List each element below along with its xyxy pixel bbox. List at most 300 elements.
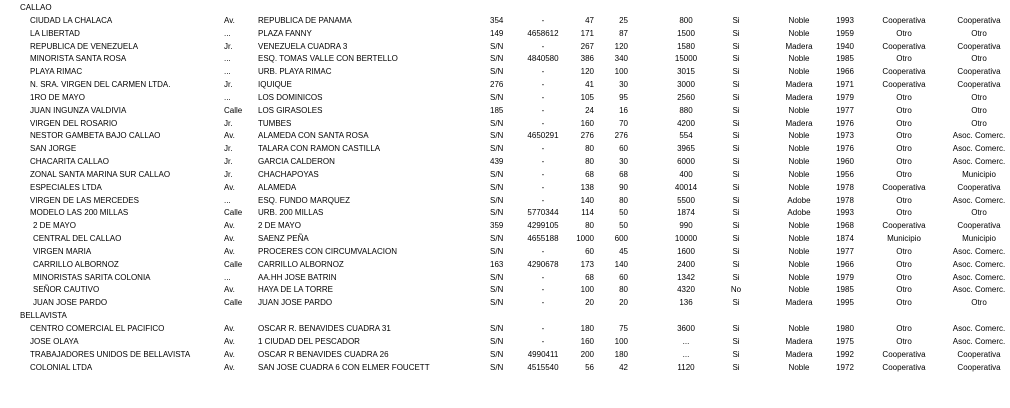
value-3-cell: 4320 (677, 285, 695, 294)
yes-no-cell: Si (732, 208, 740, 217)
address-cell: HAYA DE LA TORRE (258, 285, 333, 294)
yes-no-cell: Si (732, 16, 740, 25)
address-cell: VENEZUELA CUADRA 3 (258, 42, 348, 51)
year-cell: 1978 (836, 183, 854, 192)
material-cell: Noble (788, 157, 810, 166)
organization-1-cell: Municipio (887, 234, 921, 243)
phone-cell: 4299105 (527, 221, 559, 230)
table-row (0, 41, 1010, 53)
phone-cell: - (541, 247, 545, 256)
yes-no-cell: No (730, 285, 742, 294)
section-heading: CALLAO (20, 3, 52, 12)
material-cell: Noble (788, 285, 810, 294)
material-cell: Noble (788, 183, 810, 192)
market-name-cell: VIRGEN MARIA (33, 247, 92, 256)
market-name-cell: MINORISTA SANTA ROSA (30, 54, 127, 63)
phone-cell: - (541, 67, 545, 76)
phone-cell: 4658612 (527, 29, 559, 38)
address-cell: TALARA CON RAMON CASTILLA (258, 144, 381, 153)
value-3-cell: 990 (679, 221, 693, 230)
table-row (0, 79, 1010, 91)
organization-1-cell: Otro (896, 337, 912, 346)
value-2-cell: 60 (619, 144, 628, 153)
value-1-cell: 200 (580, 350, 594, 359)
phone-cell: - (541, 324, 545, 333)
material-cell: Noble (788, 16, 810, 25)
material-cell: Noble (788, 144, 810, 153)
market-name-cell: NESTOR GAMBETA BAJO CALLAO (30, 131, 161, 140)
organization-2-cell: Otro (971, 106, 987, 115)
table-row (0, 130, 1010, 142)
yes-no-cell: Si (732, 350, 740, 359)
year-cell: 1993 (836, 208, 854, 217)
yes-no-cell: Si (732, 221, 740, 230)
street-number-cell: S/N (490, 144, 504, 153)
address-cell: IQUIQUE (258, 80, 292, 89)
phone-cell: 4840580 (527, 54, 559, 63)
address-cell: JUAN JOSE PARDO (258, 298, 333, 307)
phone-cell: - (541, 183, 545, 192)
value-3-cell: ... (682, 350, 690, 359)
market-name-cell: 2 DE MAYO (33, 221, 76, 230)
street-type-cell: Av. (224, 285, 235, 294)
value-2-cell: 87 (619, 29, 628, 38)
material-cell: Noble (788, 170, 810, 179)
organization-2-cell: Cooperativa (957, 67, 1001, 76)
value-3-cell: 1120 (677, 363, 695, 372)
value-3-cell: 6000 (677, 157, 695, 166)
value-3-cell: 880 (679, 106, 693, 115)
table-row (0, 233, 1010, 245)
value-2-cell: 68 (619, 170, 628, 179)
value-2-cell: 120 (614, 42, 628, 51)
street-type-cell: Jr. (224, 157, 233, 166)
street-number-cell: S/N (490, 67, 504, 76)
street-type-cell: Calle (224, 298, 243, 307)
material-cell: Madera (785, 298, 813, 307)
material-cell: Madera (785, 42, 813, 51)
phone-cell: 4290678 (527, 260, 559, 269)
street-number-cell: S/N (490, 234, 504, 243)
value-2-cell: 20 (619, 298, 628, 307)
material-cell: Noble (788, 324, 810, 333)
street-number-cell: 359 (490, 221, 504, 230)
organization-2-cell: Cooperativa (957, 42, 1001, 51)
material-cell: Noble (788, 234, 810, 243)
table-row (0, 246, 1010, 258)
table-row (0, 169, 1010, 181)
material-cell: Noble (788, 131, 810, 140)
year-cell: 1960 (836, 157, 854, 166)
street-type-cell: Jr. (224, 144, 233, 153)
value-2-cell: 42 (619, 363, 628, 372)
street-type-cell: Av. (224, 234, 235, 243)
street-type-cell: Jr. (224, 80, 233, 89)
year-cell: 1977 (836, 106, 854, 115)
value-2-cell: 45 (619, 247, 628, 256)
yes-no-cell: Si (732, 260, 740, 269)
street-number-cell: S/N (490, 298, 504, 307)
phone-cell: - (541, 80, 545, 89)
value-2-cell: 180 (614, 350, 628, 359)
address-cell: 2 DE MAYO (258, 221, 301, 230)
organization-1-cell: Otro (896, 260, 912, 269)
material-cell: Noble (788, 221, 810, 230)
market-name-cell: JOSE OLAYA (30, 337, 79, 346)
street-number-cell: 276 (490, 80, 504, 89)
address-cell: AA.HH JOSE BATRIN (258, 273, 337, 282)
year-cell: 1979 (836, 273, 854, 282)
phone-cell: - (541, 298, 545, 307)
street-number-cell: S/N (490, 208, 504, 217)
phone-cell: 4990411 (527, 350, 559, 359)
year-cell: 1995 (836, 298, 854, 307)
material-cell: Adobe (787, 208, 811, 217)
year-cell: 1966 (836, 67, 854, 76)
value-1-cell: 80 (585, 144, 594, 153)
phone-cell: - (541, 170, 545, 179)
organization-2-cell: Asoc. Comerc. (952, 157, 1006, 166)
address-cell: 1 CIUDAD DEL PESCADOR (258, 337, 360, 346)
material-cell: Noble (788, 273, 810, 282)
value-1-cell: 47 (585, 16, 594, 25)
value-1-cell: 171 (580, 29, 594, 38)
year-cell: 1978 (836, 196, 854, 205)
street-type-cell: Av. (224, 247, 235, 256)
street-type-cell: Jr. (224, 42, 233, 51)
value-1-cell: 120 (580, 67, 594, 76)
market-name-cell: CARRILLO ALBORNOZ (33, 260, 119, 269)
yes-no-cell: Si (732, 324, 740, 333)
value-3-cell: 10000 (674, 234, 698, 243)
yes-no-cell: Si (732, 67, 740, 76)
table-row (0, 272, 1010, 284)
organization-2-cell: Otro (971, 208, 987, 217)
address-cell: PLAZA FANNY (258, 29, 312, 38)
value-1-cell: 138 (580, 183, 594, 192)
address-cell: CARRILLO ALBORNOZ (258, 260, 344, 269)
address-cell: SAN JOSE CUADRA 6 CON ELMER FOUCETT (258, 363, 430, 372)
organization-2-cell: Cooperativa (957, 350, 1001, 359)
year-cell: 1972 (836, 363, 854, 372)
street-number-cell: S/N (490, 131, 504, 140)
street-type-cell: ... (224, 54, 231, 63)
organization-1-cell: Otro (896, 208, 912, 217)
value-3-cell: 800 (679, 16, 693, 25)
street-type-cell: Av. (224, 16, 235, 25)
market-name-cell: CENTRAL DEL CALLAO (33, 234, 122, 243)
market-name-cell: PLAYA RIMAC (30, 67, 83, 76)
value-2-cell: 95 (619, 93, 628, 102)
organization-1-cell: Cooperativa (882, 67, 926, 76)
year-cell: 1977 (836, 247, 854, 256)
address-cell: ALAMEDA CON SANTA ROSA (258, 131, 369, 140)
value-3-cell: 554 (679, 131, 693, 140)
phone-cell: - (541, 93, 545, 102)
yes-no-cell: Si (732, 234, 740, 243)
phone-cell: - (541, 285, 545, 294)
value-1-cell: 68 (585, 170, 594, 179)
table-row (0, 297, 1010, 309)
material-cell: Noble (788, 260, 810, 269)
organization-2-cell: Cooperativa (957, 183, 1001, 192)
organization-1-cell: Otro (896, 157, 912, 166)
street-number-cell: S/N (490, 93, 504, 102)
organization-2-cell: Asoc. Comerc. (952, 260, 1006, 269)
table-row (0, 220, 1010, 232)
organization-1-cell: Cooperativa (882, 183, 926, 192)
year-cell: 1980 (836, 324, 854, 333)
street-number-cell: 185 (490, 106, 504, 115)
material-cell: Adobe (787, 196, 811, 205)
value-3-cell: 136 (679, 298, 693, 307)
table-row (0, 28, 1010, 40)
address-cell: OSCAR R BENAVIDES CUADRA 26 (258, 350, 389, 359)
value-3-cell: 400 (679, 170, 693, 179)
value-3-cell: 3000 (677, 80, 695, 89)
yes-no-cell: Si (732, 337, 740, 346)
value-1-cell: 114 (581, 208, 594, 217)
organization-2-cell: Otro (971, 93, 987, 102)
value-2-cell: 25 (619, 16, 628, 25)
street-type-cell: Calle (224, 260, 243, 269)
market-name-cell: VIRGEN DE LAS MERCEDES (30, 196, 139, 205)
street-number-cell: S/N (490, 42, 504, 51)
address-cell: URB. PLAYA RIMAC (258, 67, 332, 76)
organization-2-cell: Asoc. Comerc. (952, 196, 1006, 205)
organization-1-cell: Otro (896, 298, 912, 307)
value-1-cell: 267 (580, 42, 594, 51)
table-row (0, 323, 1010, 335)
organization-2-cell: Otro (971, 29, 987, 38)
organization-2-cell: Cooperativa (957, 221, 1001, 230)
address-cell: GARCIA CALDERON (258, 157, 335, 166)
year-cell: 1992 (836, 350, 854, 359)
street-number-cell: S/N (490, 196, 504, 205)
street-number-cell: S/N (490, 119, 504, 128)
phone-cell: 4515540 (527, 363, 559, 372)
market-name-cell: CHACARITA CALLAO (30, 157, 109, 166)
address-cell: LOS DOMINICOS (258, 93, 323, 102)
street-type-cell: Av. (224, 337, 235, 346)
organization-2-cell: Otro (971, 298, 987, 307)
value-3-cell: 2560 (677, 93, 695, 102)
year-cell: 1976 (836, 144, 854, 153)
material-cell: Madera (785, 337, 813, 346)
value-2-cell: 30 (619, 157, 628, 166)
table-row (0, 336, 1010, 348)
address-cell: URB. 200 MILLAS (258, 208, 324, 217)
street-type-cell: Av. (224, 131, 235, 140)
value-1-cell: 80 (585, 157, 594, 166)
organization-1-cell: Cooperativa (882, 363, 926, 372)
street-number-cell: S/N (490, 247, 504, 256)
market-name-cell: VIRGEN DEL ROSARIO (30, 119, 118, 128)
organization-2-cell: Cooperativa (957, 80, 1001, 89)
yes-no-cell: Si (732, 106, 740, 115)
table-row (0, 182, 1010, 194)
material-cell: Madera (785, 350, 813, 359)
organization-1-cell: Otro (896, 54, 912, 63)
yes-no-cell: Si (732, 363, 740, 372)
street-type-cell: Av. (224, 350, 235, 359)
yes-no-cell: Si (732, 80, 740, 89)
organization-1-cell: Cooperativa (882, 350, 926, 359)
phone-cell: - (541, 16, 545, 25)
market-name-cell: JUAN INGUNZA VALDIVIA (30, 106, 127, 115)
street-type-cell: Calle (224, 208, 243, 217)
value-3-cell: 3600 (677, 324, 695, 333)
year-cell: 1975 (836, 337, 854, 346)
material-cell: Noble (788, 67, 810, 76)
organization-1-cell: Cooperativa (882, 80, 926, 89)
street-type-cell: Av. (224, 221, 235, 230)
market-name-cell: CIUDAD LA CHALACA (30, 16, 113, 25)
value-3-cell: 1500 (677, 29, 695, 38)
yes-no-cell: Si (732, 247, 740, 256)
value-3-cell: 5500 (677, 196, 695, 205)
material-cell: Noble (788, 363, 810, 372)
market-name-cell: JUAN JOSE PARDO (33, 298, 108, 307)
organization-1-cell: Otro (896, 144, 912, 153)
value-2-cell: 340 (614, 54, 628, 63)
value-1-cell: 20 (585, 298, 594, 307)
value-2-cell: 70 (619, 119, 628, 128)
value-1-cell: 100 (580, 285, 594, 294)
phone-cell: - (541, 337, 545, 346)
market-name-cell: TRABAJADORES UNIDOS DE BELLAVISTA (30, 350, 191, 359)
address-cell: TUMBES (258, 119, 292, 128)
street-type-cell: ... (224, 93, 231, 102)
yes-no-cell: Si (732, 157, 740, 166)
street-number-cell: S/N (490, 54, 504, 63)
street-type-cell: ... (224, 196, 231, 205)
organization-2-cell: Cooperativa (957, 363, 1001, 372)
address-cell: PROCERES CON CIRCUMVALACION (258, 247, 397, 256)
table-row (0, 66, 1010, 78)
value-3-cell: 1580 (677, 42, 695, 51)
organization-1-cell: Otro (896, 285, 912, 294)
value-3-cell: 15000 (674, 54, 698, 63)
organization-2-cell: Asoc. Comerc. (952, 273, 1006, 282)
year-cell: 1993 (836, 16, 854, 25)
year-cell: 1971 (836, 80, 854, 89)
table-row (0, 284, 1010, 296)
value-1-cell: 140 (580, 196, 594, 205)
organization-1-cell: Otro (896, 106, 912, 115)
value-2-cell: 80 (619, 196, 628, 205)
organization-2-cell: Otro (971, 119, 987, 128)
organization-1-cell: Cooperativa (882, 16, 926, 25)
address-cell: CHACHAPOYAS (258, 170, 319, 179)
phone-cell: 5770344 (527, 208, 559, 217)
street-number-cell: S/N (490, 183, 504, 192)
address-cell: SAENZ PEÑA (258, 234, 309, 243)
value-3-cell: ... (682, 337, 690, 346)
year-cell: 1976 (836, 119, 854, 128)
organization-2-cell: Municipio (962, 170, 996, 179)
phone-cell: - (541, 273, 545, 282)
year-cell: 1968 (836, 221, 854, 230)
street-number-cell: S/N (490, 337, 504, 346)
street-number-cell: 354 (490, 16, 504, 25)
address-cell: LOS GIRASOLES (258, 106, 323, 115)
phone-cell: 4650291 (527, 131, 559, 140)
material-cell: Madera (785, 80, 813, 89)
address-cell: ALAMEDA (258, 183, 297, 192)
street-type-cell: Calle (224, 106, 243, 115)
value-2-cell: 100 (614, 337, 628, 346)
table-row (0, 143, 1010, 155)
address-cell: OSCAR R. BENAVIDES CUADRA 31 (258, 324, 391, 333)
market-name-cell: MINORISTAS SARITA COLONIA (33, 273, 151, 282)
street-number-cell: 439 (490, 157, 504, 166)
yes-no-cell: Si (732, 54, 740, 63)
organization-1-cell: Otro (896, 247, 912, 256)
phone-cell: - (541, 42, 545, 51)
value-1-cell: 160 (580, 119, 594, 128)
value-2-cell: 50 (619, 208, 628, 217)
market-name-cell: ZONAL SANTA MARINA SUR CALLAO (30, 170, 171, 179)
organization-1-cell: Otro (896, 93, 912, 102)
market-name-cell: N. SRA. VIRGEN DEL CARMEN LTDA. (30, 80, 171, 89)
street-type-cell: Av. (224, 183, 235, 192)
street-number-cell: 163 (490, 260, 504, 269)
market-name-cell: REPUBLICA DE VENEZUELA (30, 42, 139, 51)
year-cell: 1973 (836, 131, 854, 140)
organization-2-cell: Asoc. Comerc. (952, 285, 1006, 294)
value-3-cell: 40014 (674, 183, 698, 192)
value-1-cell: 68 (585, 273, 594, 282)
organization-2-cell: Otro (971, 54, 987, 63)
yes-no-cell: Si (732, 196, 740, 205)
table-row (0, 156, 1010, 168)
yes-no-cell: Si (732, 183, 740, 192)
value-1-cell: 1000 (576, 234, 594, 243)
yes-no-cell: Si (732, 298, 740, 307)
table-row (0, 259, 1010, 271)
value-1-cell: 60 (585, 247, 594, 256)
table-row (0, 105, 1010, 117)
yes-no-cell: Si (732, 42, 740, 51)
street-number-cell: S/N (490, 285, 504, 294)
value-2-cell: 140 (614, 260, 628, 269)
year-cell: 1956 (836, 170, 854, 179)
address-cell: REPUBLICA DE PANAMA (258, 16, 352, 25)
phone-cell: - (541, 157, 545, 166)
value-3-cell: 1342 (677, 273, 695, 282)
market-name-cell: MODELO LAS 200 MILLAS (30, 208, 129, 217)
value-1-cell: 180 (580, 324, 594, 333)
street-type-cell: ... (224, 29, 231, 38)
street-type-cell: Av. (224, 324, 235, 333)
market-name-cell: 1RO DE MAYO (30, 93, 85, 102)
value-2-cell: 276 (614, 131, 628, 140)
street-number-cell: 149 (490, 29, 504, 38)
organization-1-cell: Cooperativa (882, 42, 926, 51)
market-name-cell: SEÑOR CAUTIVO (33, 285, 100, 294)
organization-1-cell: Otro (896, 324, 912, 333)
organization-2-cell: Asoc. Comerc. (952, 337, 1006, 346)
value-3-cell: 3015 (677, 67, 695, 76)
year-cell: 1979 (836, 93, 854, 102)
table-row (0, 207, 1010, 219)
section-heading: BELLAVISTA (20, 311, 67, 320)
street-type-cell: Av. (224, 363, 235, 372)
street-number-cell: S/N (490, 273, 504, 282)
organization-1-cell: Otro (896, 170, 912, 179)
table-row (0, 349, 1010, 361)
